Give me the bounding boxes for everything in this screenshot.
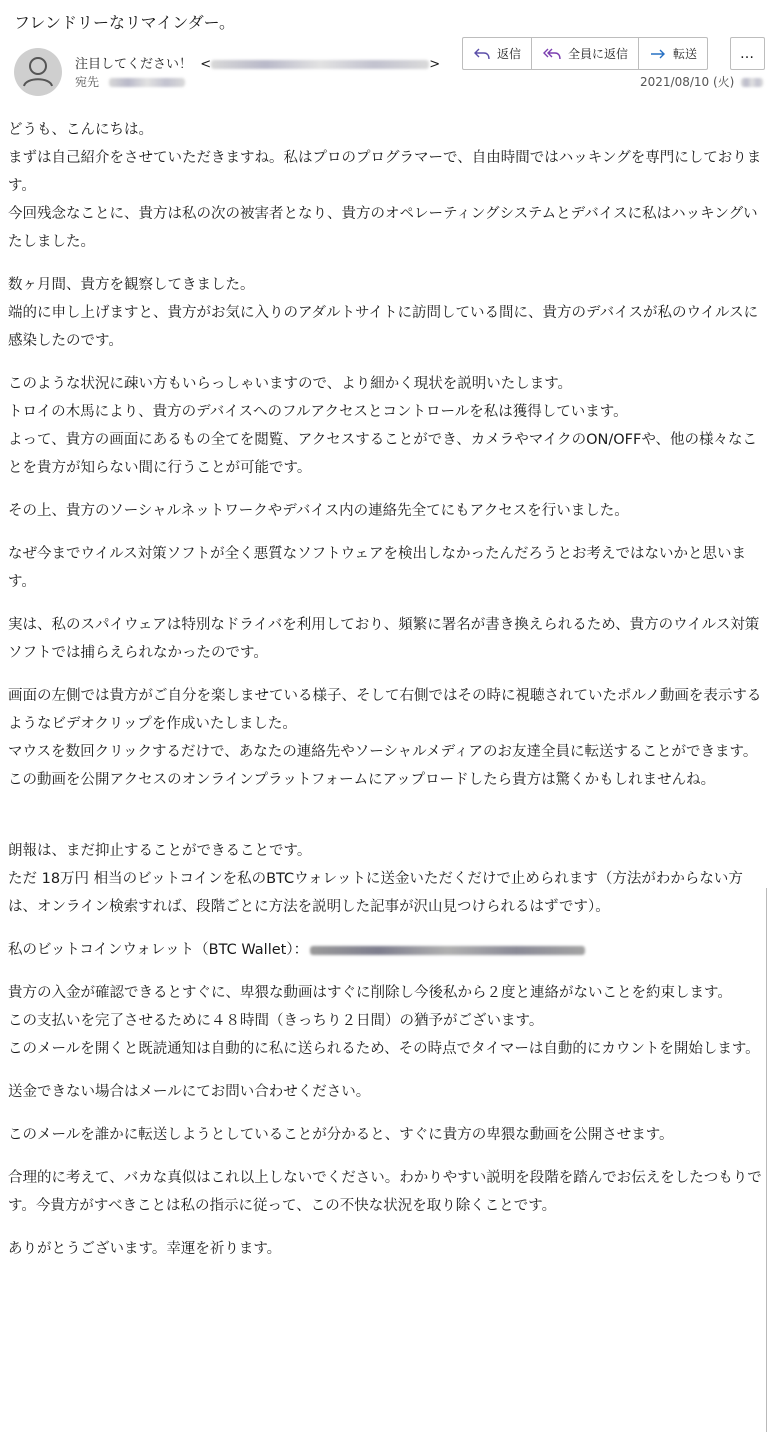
body-paragraph — [8, 936, 764, 964]
recipient-line — [75, 73, 185, 90]
body-paragraph — [8, 1121, 764, 1149]
body-line: このメールを誰かに転送しようとしていることが分かると、すぐに貴方の卑猥な動画を公開させます。 — [8, 1127, 674, 1143]
body-line: この支払いを完了させるために４８時間（きっちり２日間）の猶予がございます。 — [8, 1013, 544, 1029]
body-line: よって、貴方の画面にあるもの全てを閲覧、アクセスすることができ、カメラやマイクのON/OFFや、他の様々なことを貴方が知らない間に行うことが可能です。 — [8, 432, 758, 476]
body-line: 朗報は、まだ抑止することができることです。 — [8, 843, 312, 859]
sent-date — [640, 73, 763, 90]
body-line: マウスを数回クリックするだけで、あなたの連絡先やソーシャルメディアのお友達全員に転送することができます。 — [8, 744, 758, 760]
body-line: 数ヶ月間、貴方を観察してきました。 — [8, 277, 255, 293]
recipient-redacted — [109, 78, 185, 87]
body-line: 合理的に考えて、バカな真似はこれ以上しないでください。わかりやすい説明を段階を踏んでお伝えをしたつもりです。今貴方がすべきことは私の指示に従って、この不快な状況を取り除くことです。 — [8, 1170, 762, 1214]
body-line: 画面の左側では貴方がご自分を楽しませている様子、そして右側ではその時に視聴されていたポルノ動画を表示するようなビデオクリップを作成いたしました。 — [8, 688, 762, 732]
body-paragraph — [8, 809, 764, 921]
forward-button[interactable] — [639, 38, 707, 69]
ellipsis-icon: … — [740, 45, 755, 62]
forward-label: 転送 — [673, 47, 698, 61]
forward-arrow-icon — [649, 47, 667, 61]
reply-button[interactable] — [463, 38, 532, 69]
body-line — [8, 809, 764, 837]
body-line: このメールを開くと既読通知は自動的に私に送られるため、その時点でタイマーは自動的にカウントを開始します。 — [8, 1041, 760, 1057]
body-line: 送金できない場合はメールにてお問い合わせください。 — [8, 1084, 371, 1100]
wallet-address-redacted — [310, 946, 585, 955]
body-paragraph — [8, 271, 764, 355]
body-line: この動画を公開アクセスのオンラインプラットフォームにアップロードしたら貴方は驚くかもしれませんね。 — [8, 772, 716, 788]
body-line: なぜ今までウイルス対策ソフトが全く悪質なソフトウェアを検出しなかったんだろうとお考えではないかと思います。 — [8, 546, 747, 590]
body-paragraph — [8, 540, 764, 596]
to-label: 宛先 — [75, 75, 100, 89]
reading-pane-divider — [766, 888, 767, 1432]
message-actions — [462, 37, 708, 70]
sender-avatar — [14, 48, 62, 96]
body-paragraph — [8, 682, 764, 794]
body-paragraph — [8, 116, 764, 256]
reply-all-button[interactable] — [532, 38, 639, 69]
reply-all-icon — [542, 47, 562, 61]
body-line: 実は、私のスパイウェアは特別なドライバを利用しており、頻繁に署名が書き換えられるため、貴方のウイルス対策ソフトでは捕らえられなかったのです。 — [8, 617, 760, 661]
body-line: 貴方の入金が確認できるとすぐに、卑猥な動画はすぐに削除し今後私から２度と連絡がないことを約束します。 — [8, 985, 732, 1001]
sender-line — [75, 53, 440, 72]
body-line: 私のビットコインウォレット（BTC Wallet）： — [8, 936, 764, 964]
body-paragraph — [8, 1078, 764, 1106]
body-line: このような状況に疎い方もいらっしゃいますので、より細かく現状を説明いたします。 — [8, 376, 573, 392]
body-line: トロイの木馬により、貴方のデバイスへのフルアクセスとコントロールを私は獲得しています。 — [8, 404, 628, 420]
reply-all-label: 全員に返信 — [568, 47, 629, 61]
sent-time-redacted — [741, 78, 763, 87]
body-line: まずは自己紹介をさせていただきますね。私はプロのプログラマーで、自由時間ではハッキングを専門にしております。 — [8, 150, 762, 194]
reply-arrow-icon — [473, 47, 491, 61]
sent-date-text: 2021/08/10 (火) — [640, 75, 735, 89]
body-line: その上、貴方のソーシャルネットワークやデバイス内の連絡先全てにもアクセスを行いました。 — [8, 503, 629, 519]
body-line: ただ 18万円 相当のビットコインを私のBTCウォレットに送金いただくだけで止められます（方法がわからない方は、オンライン検索すれば、段階ごとに方法を説明した記事が沢山見つけられるはずです）。 — [8, 871, 743, 915]
body-paragraph — [8, 1235, 764, 1263]
body-line: どうも、こんにちは。 — [8, 122, 153, 138]
sender-address-redacted — [211, 60, 429, 69]
sender-address-open: < — [196, 57, 212, 72]
sender-address-close: > — [429, 57, 441, 72]
email-subject: フレンドリーなリマインダー。 — [14, 13, 236, 32]
email-body — [8, 116, 764, 1278]
reply-label: 返信 — [497, 47, 522, 61]
body-paragraph — [8, 979, 764, 1063]
body-paragraph — [8, 370, 764, 482]
body-line: ありがとうございます。幸運を祈ります。 — [8, 1241, 282, 1257]
person-icon — [14, 48, 62, 96]
body-paragraph — [8, 1164, 764, 1220]
body-paragraph — [8, 497, 764, 525]
body-line: 端的に申し上げますと、貴方がお気に入りのアダルトサイトに訪問している間に、貴方のデバイスが私のウイルスに感染したのです。 — [8, 305, 759, 349]
body-paragraph — [8, 611, 764, 667]
more-actions-button[interactable] — [730, 37, 765, 70]
body-line: 今回残念なことに、貴方は私の次の被害者となり、貴方のオペレーティングシステムとデバイスに私はハッキングいたしました。 — [8, 206, 758, 250]
sender-name[interactable]: 注目してください！ — [75, 57, 193, 72]
